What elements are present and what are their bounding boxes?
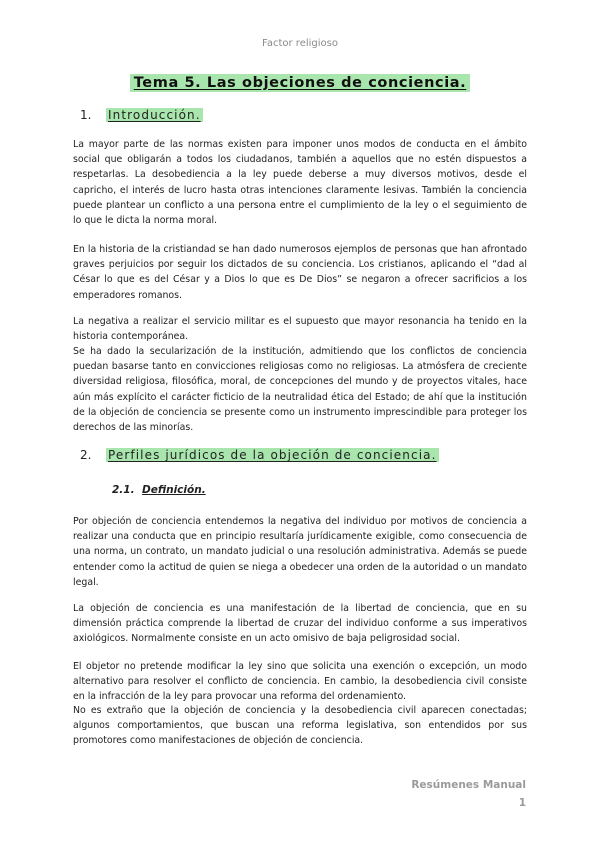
paragraph: La negativa a realizar el servicio militar es el supuesto que mayor resonancia ha tenido en la historia contemporánea. (73, 316, 527, 343)
running-header: Factor religioso (262, 38, 338, 49)
subsection-number: 2.1. (112, 484, 135, 496)
subsection-title: Definición. (142, 484, 206, 496)
paragraph: La objeción de conciencia es una manifestación de la libertad de conciencia, que en su dimensión práctica comprende la libertad de cruzar del individuo conforme a sus imperativos axiológicos. Normalmente consiste en un acto omisivo de baja peligrosidad social. (73, 603, 527, 645)
title-wrap (0, 72, 600, 92)
paragraph: Se ha dado la secularización de la institución, admitiendo que los conflictos de conciencia puedan basarse tanto en convicciones religiosas como no religiosas. La atmósfera de creciente diversidad religiosa, filosófica, moral, de concepciones del mundo y de proyectos vitales, hace aún más explícito el carácter ficticio de la neutralidad ética del Estado; de ahí que la institución de la objeción de conciencia se presente como un instrumento imprescindible para proteger los derechos de las minorías. (73, 346, 527, 434)
page-number: 1 (518, 797, 526, 809)
section-heading-perfiles (80, 448, 439, 462)
paragraph: Por objeción de conciencia entendemos la negativa del individuo por motivos de conciencia a realizar una conducta que en principio resultaría jurídicamente exigible, como consecuencia de una norma, un contrato, un mandato judicial o una resolución administrativa. Además se puede entender como la actitud de quien se niega a obedecer una orden de la autoridad o un mandato legal. (73, 516, 528, 588)
paragraph: No es extraño que la objeción de conciencia y la desobediencia civil aparecen conectadas; algunos comportamientos, que buscan una reforma legislativa, son entendidos por sus promotores como manifestaciones de objeción de conciencia. (73, 705, 527, 747)
section-title: Introducción. (108, 108, 201, 122)
document-title: Tema 5. Las objeciones de conciencia. (130, 74, 471, 92)
section-number: 1. (80, 108, 92, 122)
subsection-heading-definicion (112, 484, 206, 496)
section-number: 2. (80, 448, 92, 462)
paragraph: La mayor parte de las normas existen para imponer unos modos de conducta en el ámbito social que obligarán a todos los ciudadanos, también a aquellos que no estén dispuestos a respetarlas. La desobediencia a la ley puede deberse a muy diversos motivos, desde el capricho, el interés de lucro hasta otras intenciones claramente lesivas. También la conciencia puede plantear un conflicto a una persona entre el cumplimiento de la ley o el seguimiento de lo que le dicta la norma moral. (73, 139, 527, 227)
footer-label: Resúmenes Manual (411, 779, 526, 791)
section-title: Perfiles jurídicos de la objeción de conciencia. (108, 448, 437, 462)
section-heading-introduccion (80, 108, 203, 122)
paragraph: En la historia de la cristiandad se han dado numerosos ejemplos de personas que han afrontado graves perjuicios por seguir los dictados de su conciencia. Los cristianos, aplicando el “dad al César lo que es del César y a Dios lo que es De Dios” se negaron a ofrecer sacrificios a los emperadores romanos. (73, 244, 527, 301)
paragraph: El objetor no pretende modificar la ley sino que solicita una exención o excepción, un modo alternativo para resolver el conflicto de conciencia. En cambio, la desobediencia civil consiste en la infracción de la ley para provocar una reforma del ordenamiento. (73, 661, 527, 703)
